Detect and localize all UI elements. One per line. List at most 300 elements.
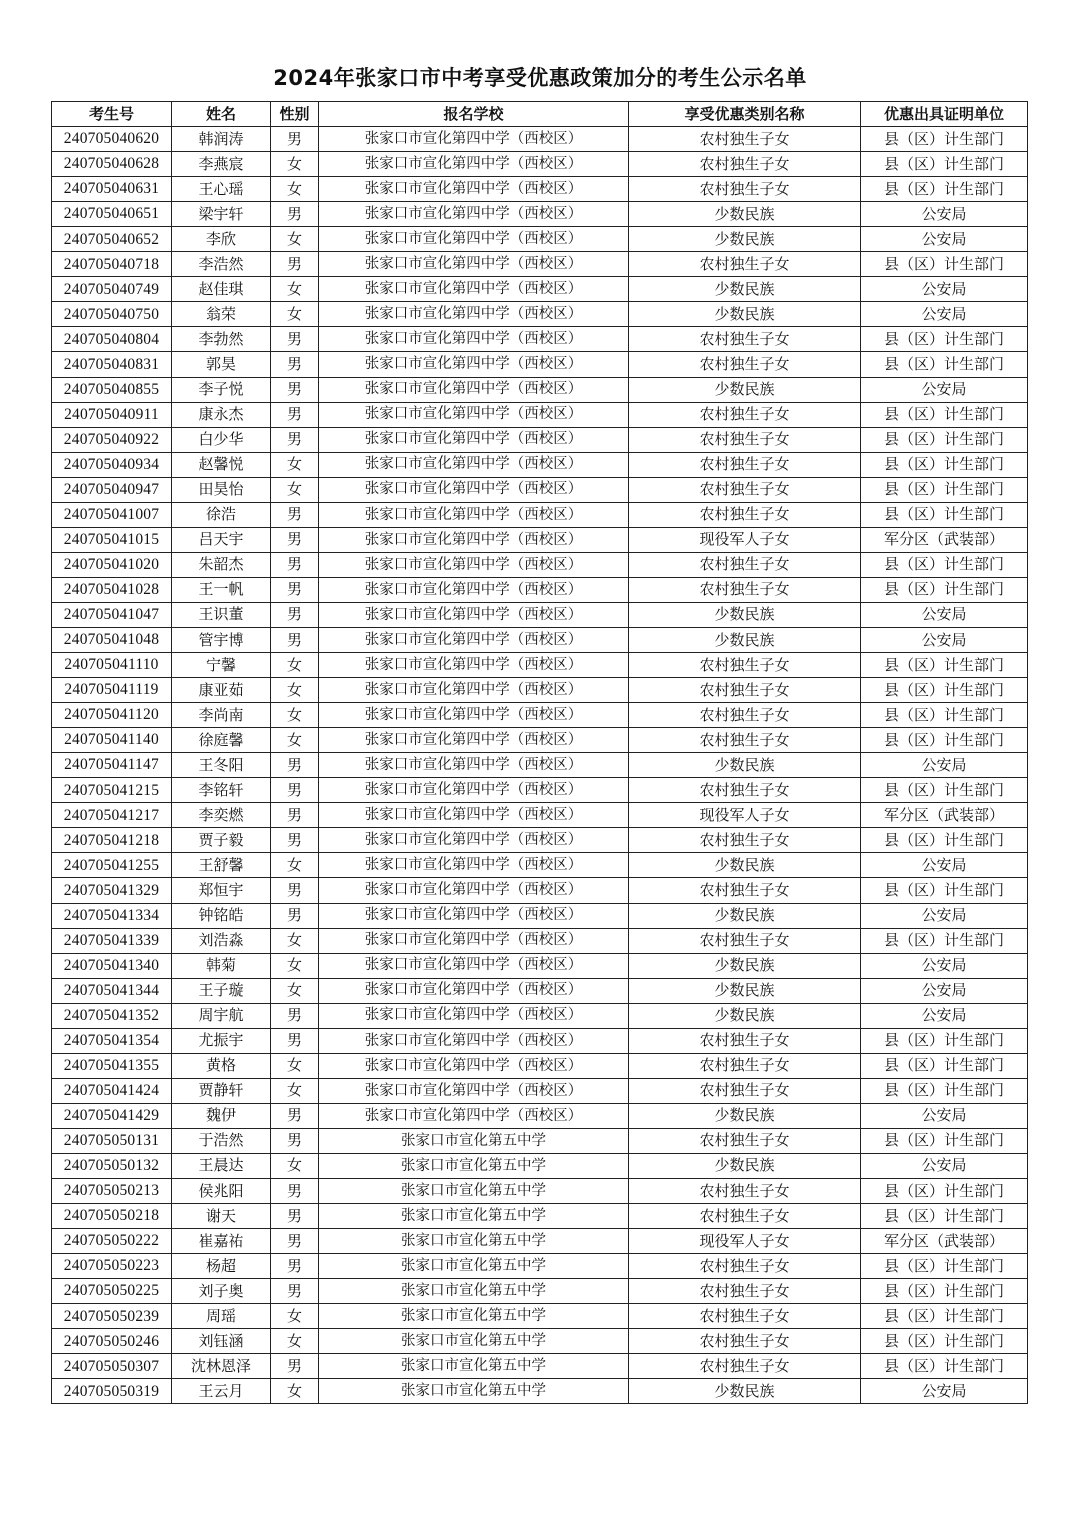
cell-preference-category: 农村独生子女 <box>629 1354 861 1379</box>
cell-exam-number: 240705041352 <box>52 1003 172 1028</box>
cell-school: 张家口市宣化第四中学（西校区） <box>319 477 629 502</box>
cell-school: 张家口市宣化第四中学（西校区） <box>319 327 629 352</box>
table-row <box>52 302 1028 327</box>
cell-school: 张家口市宣化第五中学 <box>319 1229 629 1254</box>
cell-certifying-unit: 公安局 <box>861 227 1028 252</box>
cell-certifying-unit: 县（区）计生部门 <box>861 1128 1028 1153</box>
cell-preference-category: 农村独生子女 <box>629 427 861 452</box>
cell-name: 李勃然 <box>172 327 271 352</box>
cell-exam-number: 240705041355 <box>52 1053 172 1078</box>
cell-preference-category: 少数民族 <box>629 953 861 978</box>
cell-certifying-unit: 县（区）计生部门 <box>861 728 1028 753</box>
cell-certifying-unit: 县（区）计生部门 <box>861 1078 1028 1103</box>
table-row <box>52 377 1028 402</box>
cell-certifying-unit: 公安局 <box>861 602 1028 627</box>
cell-certifying-unit: 县（区）计生部门 <box>861 1204 1028 1229</box>
cell-preference-category: 现役军人子女 <box>629 803 861 828</box>
cell-name: 王云月 <box>172 1379 271 1404</box>
cell-name: 管宇博 <box>172 627 271 652</box>
cell-certifying-unit: 公安局 <box>861 853 1028 878</box>
cell-name: 李铭轩 <box>172 778 271 803</box>
table-row <box>52 1078 1028 1103</box>
cell-school: 张家口市宣化第四中学（西校区） <box>319 703 629 728</box>
cell-preference-category: 农村独生子女 <box>629 152 861 177</box>
cell-school: 张家口市宣化第四中学（西校区） <box>319 577 629 602</box>
cell-exam-number: 240705041217 <box>52 803 172 828</box>
cell-gender: 男 <box>271 778 319 803</box>
cell-preference-category: 少数民族 <box>629 277 861 302</box>
cell-certifying-unit: 公安局 <box>861 1103 1028 1128</box>
cell-name: 魏伊 <box>172 1103 271 1128</box>
cell-preference-category: 农村独生子女 <box>629 252 861 277</box>
cell-exam-number: 240705041020 <box>52 552 172 577</box>
cell-school: 张家口市宣化第四中学（西校区） <box>319 452 629 477</box>
cell-school: 张家口市宣化第五中学 <box>319 1354 629 1379</box>
table-row <box>52 277 1028 302</box>
cell-gender: 男 <box>271 828 319 853</box>
cell-exam-number: 240705041110 <box>52 653 172 678</box>
cell-certifying-unit: 县（区）计生部门 <box>861 352 1028 377</box>
cell-preference-category: 农村独生子女 <box>629 778 861 803</box>
cell-name: 黄格 <box>172 1053 271 1078</box>
cell-school: 张家口市宣化第五中学 <box>319 1329 629 1354</box>
cell-name: 郑恒宇 <box>172 878 271 903</box>
cell-name: 田昊怡 <box>172 477 271 502</box>
cell-gender: 男 <box>271 577 319 602</box>
cell-exam-number: 240705041028 <box>52 577 172 602</box>
cell-school: 张家口市宣化第四中学（西校区） <box>319 202 629 227</box>
cell-preference-category: 现役军人子女 <box>629 527 861 552</box>
document-title: 2024年张家口市中考享受优惠政策加分的考生公示名单 <box>273 66 807 90</box>
cell-preference-category: 少数民族 <box>629 227 861 252</box>
cell-exam-number: 240705041119 <box>52 678 172 703</box>
cell-exam-number: 240705050307 <box>52 1354 172 1379</box>
cell-school: 张家口市宣化第四中学（西校区） <box>319 753 629 778</box>
cell-school: 张家口市宣化第四中学（西校区） <box>319 302 629 327</box>
cell-school: 张家口市宣化第四中学（西校区） <box>319 177 629 202</box>
cell-exam-number: 240705041255 <box>52 853 172 878</box>
cell-certifying-unit: 县（区）计生部门 <box>861 177 1028 202</box>
cell-exam-number: 240705041424 <box>52 1078 172 1103</box>
cell-preference-category: 少数民族 <box>629 853 861 878</box>
cell-preference-category: 农村独生子女 <box>629 728 861 753</box>
cell-name: 贾子毅 <box>172 828 271 853</box>
table-row <box>52 1103 1028 1128</box>
table-row <box>52 1028 1028 1053</box>
cell-exam-number: 240705050246 <box>52 1329 172 1354</box>
cell-name: 李欣 <box>172 227 271 252</box>
cell-certifying-unit: 公安局 <box>861 953 1028 978</box>
table-row <box>52 1254 1028 1279</box>
cell-exam-number: 240705040718 <box>52 252 172 277</box>
cell-name: 崔嘉祐 <box>172 1229 271 1254</box>
header-exam-number: 考生号 <box>52 102 172 127</box>
cell-exam-number: 240705041218 <box>52 828 172 853</box>
cell-name: 徐庭馨 <box>172 728 271 753</box>
table-row <box>52 1053 1028 1078</box>
cell-school: 张家口市宣化第四中学（西校区） <box>319 1053 629 1078</box>
cell-exam-number: 240705041048 <box>52 627 172 652</box>
cell-exam-number: 240705041215 <box>52 778 172 803</box>
cell-certifying-unit: 县（区）计生部门 <box>861 577 1028 602</box>
cell-certifying-unit: 县（区）计生部门 <box>861 252 1028 277</box>
cell-school: 张家口市宣化第五中学 <box>319 1304 629 1329</box>
cell-gender: 女 <box>271 152 319 177</box>
table-row <box>52 878 1028 903</box>
table-row <box>52 627 1028 652</box>
cell-school: 张家口市宣化第四中学（西校区） <box>319 502 629 527</box>
cell-preference-category: 少数民族 <box>629 1153 861 1178</box>
cell-preference-category: 农村独生子女 <box>629 1329 861 1354</box>
cell-name: 吕天宇 <box>172 527 271 552</box>
table-row <box>52 577 1028 602</box>
table-row <box>52 127 1028 152</box>
cell-exam-number: 240705041329 <box>52 878 172 903</box>
cell-name: 贾静轩 <box>172 1078 271 1103</box>
cell-preference-category: 农村独生子女 <box>629 577 861 602</box>
cell-name: 赵佳琪 <box>172 277 271 302</box>
cell-name: 侯兆阳 <box>172 1179 271 1204</box>
table-row <box>52 978 1028 1003</box>
cell-name: 沈林恩泽 <box>172 1354 271 1379</box>
cell-gender: 女 <box>271 1304 319 1329</box>
cell-school: 张家口市宣化第五中学 <box>319 1254 629 1279</box>
cell-preference-category: 农村独生子女 <box>629 402 861 427</box>
cell-name: 徐浩 <box>172 502 271 527</box>
cell-school: 张家口市宣化第四中学（西校区） <box>319 227 629 252</box>
cell-preference-category: 少数民族 <box>629 377 861 402</box>
cell-school: 张家口市宣化第五中学 <box>319 1279 629 1304</box>
cell-name: 梁宇轩 <box>172 202 271 227</box>
cell-name: 李尚南 <box>172 703 271 728</box>
cell-gender: 女 <box>271 1153 319 1178</box>
cell-certifying-unit: 军分区（武装部） <box>861 803 1028 828</box>
cell-school: 张家口市宣化第四中学（西校区） <box>319 803 629 828</box>
header-name: 姓名 <box>172 102 271 127</box>
cell-certifying-unit: 公安局 <box>861 903 1028 928</box>
cell-certifying-unit: 县（区）计生部门 <box>861 552 1028 577</box>
cell-preference-category: 少数民族 <box>629 978 861 1003</box>
cell-exam-number: 240705050225 <box>52 1279 172 1304</box>
header-gender: 性别 <box>271 102 319 127</box>
cell-gender: 女 <box>271 277 319 302</box>
cell-name: 刘子奥 <box>172 1279 271 1304</box>
table-row <box>52 352 1028 377</box>
cell-gender: 女 <box>271 302 319 327</box>
cell-school: 张家口市宣化第四中学（西校区） <box>319 152 629 177</box>
cell-preference-category: 农村独生子女 <box>629 1078 861 1103</box>
cell-gender: 男 <box>271 627 319 652</box>
cell-exam-number: 240705041047 <box>52 602 172 627</box>
table-row <box>52 527 1028 552</box>
cell-preference-category: 少数民族 <box>629 627 861 652</box>
cell-preference-category: 农村独生子女 <box>629 828 861 853</box>
cell-gender: 男 <box>271 202 319 227</box>
cell-gender: 女 <box>271 928 319 953</box>
cell-certifying-unit: 县（区）计生部门 <box>861 1179 1028 1204</box>
cell-name: 王晨达 <box>172 1153 271 1178</box>
cell-exam-number: 240705050131 <box>52 1128 172 1153</box>
cell-certifying-unit: 公安局 <box>861 277 1028 302</box>
cell-gender: 女 <box>271 477 319 502</box>
cell-name: 郭昊 <box>172 352 271 377</box>
cell-school: 张家口市宣化第四中学（西校区） <box>319 402 629 427</box>
cell-name: 韩菊 <box>172 953 271 978</box>
cell-exam-number: 240705040749 <box>52 277 172 302</box>
cell-certifying-unit: 公安局 <box>861 1153 1028 1178</box>
cell-preference-category: 农村独生子女 <box>629 1304 861 1329</box>
cell-name: 尤振宇 <box>172 1028 271 1053</box>
cell-exam-number: 240705040911 <box>52 402 172 427</box>
cell-exam-number: 240705040804 <box>52 327 172 352</box>
cell-school: 张家口市宣化第四中学（西校区） <box>319 252 629 277</box>
cell-preference-category: 农村独生子女 <box>629 653 861 678</box>
cell-school: 张家口市宣化第四中学（西校区） <box>319 953 629 978</box>
table-row <box>52 1354 1028 1379</box>
cell-gender: 男 <box>271 252 319 277</box>
cell-preference-category: 农村独生子女 <box>629 552 861 577</box>
cell-certifying-unit: 公安局 <box>861 377 1028 402</box>
cell-school: 张家口市宣化第四中学（西校区） <box>319 978 629 1003</box>
table-row <box>52 1204 1028 1229</box>
cell-certifying-unit: 县（区）计生部门 <box>861 1279 1028 1304</box>
cell-gender: 女 <box>271 227 319 252</box>
table-row <box>52 828 1028 853</box>
candidate-table <box>51 101 1028 1404</box>
cell-preference-category: 农村独生子女 <box>629 703 861 728</box>
cell-name: 李燕宸 <box>172 152 271 177</box>
cell-school: 张家口市宣化第五中学 <box>319 1128 629 1153</box>
cell-certifying-unit: 县（区）计生部门 <box>861 1304 1028 1329</box>
cell-gender: 男 <box>271 352 319 377</box>
cell-gender: 男 <box>271 1103 319 1128</box>
cell-preference-category: 农村独生子女 <box>629 327 861 352</box>
cell-name: 李奕燃 <box>172 803 271 828</box>
cell-school: 张家口市宣化第四中学（西校区） <box>319 1028 629 1053</box>
cell-certifying-unit: 县（区）计生部门 <box>861 1354 1028 1379</box>
cell-preference-category: 农村独生子女 <box>629 127 861 152</box>
cell-preference-category: 农村独生子女 <box>629 352 861 377</box>
cell-school: 张家口市宣化第四中学（西校区） <box>319 602 629 627</box>
cell-gender: 女 <box>271 728 319 753</box>
cell-exam-number: 240705041344 <box>52 978 172 1003</box>
cell-name: 周瑶 <box>172 1304 271 1329</box>
cell-certifying-unit: 县（区）计生部门 <box>861 502 1028 527</box>
cell-school: 张家口市宣化第五中学 <box>319 1204 629 1229</box>
cell-certifying-unit: 县（区）计生部门 <box>861 928 1028 953</box>
table-row <box>52 452 1028 477</box>
cell-certifying-unit: 县（区）计生部门 <box>861 477 1028 502</box>
cell-name: 康永杰 <box>172 402 271 427</box>
cell-exam-number: 240705040922 <box>52 427 172 452</box>
cell-exam-number: 240705050213 <box>52 1179 172 1204</box>
cell-exam-number: 240705040831 <box>52 352 172 377</box>
cell-certifying-unit: 县（区）计生部门 <box>861 778 1028 803</box>
cell-school: 张家口市宣化第四中学（西校区） <box>319 527 629 552</box>
cell-certifying-unit: 县（区）计生部门 <box>861 828 1028 853</box>
cell-name: 于浩然 <box>172 1128 271 1153</box>
table-row <box>52 953 1028 978</box>
cell-school: 张家口市宣化第四中学（西校区） <box>319 928 629 953</box>
cell-certifying-unit: 公安局 <box>861 753 1028 778</box>
cell-school: 张家口市宣化第四中学（西校区） <box>319 1003 629 1028</box>
table-row <box>52 552 1028 577</box>
cell-school: 张家口市宣化第四中学（西校区） <box>319 728 629 753</box>
cell-certifying-unit: 县（区）计生部门 <box>861 653 1028 678</box>
cell-name: 王心瑶 <box>172 177 271 202</box>
cell-certifying-unit: 县（区）计生部门 <box>861 152 1028 177</box>
cell-gender: 男 <box>271 427 319 452</box>
cell-exam-number: 240705041429 <box>52 1103 172 1128</box>
table-row <box>52 177 1028 202</box>
cell-gender: 女 <box>271 1053 319 1078</box>
cell-preference-category: 少数民族 <box>629 1003 861 1028</box>
cell-exam-number: 240705041339 <box>52 928 172 953</box>
cell-exam-number: 240705050218 <box>52 1204 172 1229</box>
table-row <box>52 327 1028 352</box>
cell-certifying-unit: 县（区）计生部门 <box>861 1028 1028 1053</box>
cell-gender: 女 <box>271 703 319 728</box>
cell-school: 张家口市宣化第四中学（西校区） <box>319 878 629 903</box>
cell-certifying-unit: 公安局 <box>861 302 1028 327</box>
cell-certifying-unit: 县（区）计生部门 <box>861 127 1028 152</box>
cell-exam-number: 240705040652 <box>52 227 172 252</box>
cell-name: 宁馨 <box>172 653 271 678</box>
cell-gender: 男 <box>271 878 319 903</box>
table-row <box>52 1003 1028 1028</box>
cell-preference-category: 少数民族 <box>629 1103 861 1128</box>
cell-exam-number: 240705041120 <box>52 703 172 728</box>
cell-exam-number: 240705050319 <box>52 1379 172 1404</box>
cell-preference-category: 农村独生子女 <box>629 1028 861 1053</box>
cell-school: 张家口市宣化第四中学（西校区） <box>319 903 629 928</box>
table-row <box>52 477 1028 502</box>
cell-exam-number: 240705050222 <box>52 1229 172 1254</box>
cell-exam-number: 240705040620 <box>52 127 172 152</box>
table-body <box>52 127 1028 1404</box>
cell-exam-number: 240705040855 <box>52 377 172 402</box>
cell-certifying-unit: 军分区（武装部） <box>861 527 1028 552</box>
header-certifying-unit: 优惠出具证明单位 <box>861 102 1028 127</box>
cell-preference-category: 少数民族 <box>629 302 861 327</box>
header-preference-category: 享受优惠类别名称 <box>629 102 861 127</box>
table-row <box>52 1229 1028 1254</box>
cell-exam-number: 240705050239 <box>52 1304 172 1329</box>
cell-name: 杨超 <box>172 1254 271 1279</box>
cell-certifying-unit: 公安局 <box>861 978 1028 1003</box>
cell-gender: 男 <box>271 753 319 778</box>
table-row <box>52 1153 1028 1178</box>
cell-name: 赵馨悦 <box>172 452 271 477</box>
cell-gender: 女 <box>271 653 319 678</box>
cell-exam-number: 240705040628 <box>52 152 172 177</box>
cell-name: 李子悦 <box>172 377 271 402</box>
table-row <box>52 703 1028 728</box>
cell-name: 钟铭皓 <box>172 903 271 928</box>
cell-school: 张家口市宣化第四中学（西校区） <box>319 127 629 152</box>
cell-certifying-unit: 县（区）计生部门 <box>861 327 1028 352</box>
cell-name: 刘浩淼 <box>172 928 271 953</box>
cell-school: 张家口市宣化第四中学（西校区） <box>319 1103 629 1128</box>
cell-name: 朱韶杰 <box>172 552 271 577</box>
cell-exam-number: 240705041147 <box>52 753 172 778</box>
cell-school: 张家口市宣化第四中学（西校区） <box>319 427 629 452</box>
cell-certifying-unit: 公安局 <box>861 1379 1028 1404</box>
cell-gender: 男 <box>271 377 319 402</box>
table-row <box>52 1179 1028 1204</box>
table-row <box>52 1329 1028 1354</box>
cell-name: 翁荣 <box>172 302 271 327</box>
cell-school: 张家口市宣化第四中学（西校区） <box>319 552 629 577</box>
cell-gender: 女 <box>271 953 319 978</box>
cell-gender: 男 <box>271 1179 319 1204</box>
cell-gender: 男 <box>271 1028 319 1053</box>
table-row <box>52 778 1028 803</box>
cell-preference-category: 农村独生子女 <box>629 928 861 953</box>
cell-preference-category: 农村独生子女 <box>629 477 861 502</box>
cell-gender: 男 <box>271 527 319 552</box>
cell-name: 韩润涛 <box>172 127 271 152</box>
table-row <box>52 678 1028 703</box>
table-row <box>52 753 1028 778</box>
cell-gender: 男 <box>271 127 319 152</box>
table-row <box>52 903 1028 928</box>
table-row <box>52 853 1028 878</box>
cell-preference-category: 少数民族 <box>629 903 861 928</box>
table-row <box>52 728 1028 753</box>
cell-exam-number: 240705050223 <box>52 1254 172 1279</box>
cell-preference-category: 农村独生子女 <box>629 1254 861 1279</box>
cell-exam-number: 240705050132 <box>52 1153 172 1178</box>
cell-school: 张家口市宣化第四中学（西校区） <box>319 828 629 853</box>
cell-exam-number: 240705041140 <box>52 728 172 753</box>
cell-exam-number: 240705041340 <box>52 953 172 978</box>
cell-gender: 男 <box>271 1003 319 1028</box>
cell-gender: 男 <box>271 803 319 828</box>
cell-gender: 女 <box>271 678 319 703</box>
cell-school: 张家口市宣化第四中学（西校区） <box>319 653 629 678</box>
cell-gender: 男 <box>271 1354 319 1379</box>
table-row <box>52 152 1028 177</box>
cell-school: 张家口市宣化第四中学（西校区） <box>319 778 629 803</box>
cell-gender: 女 <box>271 978 319 1003</box>
cell-preference-category: 农村独生子女 <box>629 1128 861 1153</box>
cell-preference-category: 现役军人子女 <box>629 1229 861 1254</box>
cell-certifying-unit: 县（区）计生部门 <box>861 402 1028 427</box>
cell-certifying-unit: 公安局 <box>861 627 1028 652</box>
cell-preference-category: 少数民族 <box>629 1379 861 1404</box>
cell-gender: 男 <box>271 402 319 427</box>
cell-name: 白少华 <box>172 427 271 452</box>
cell-name: 王子璇 <box>172 978 271 1003</box>
table-row <box>52 1304 1028 1329</box>
cell-gender: 女 <box>271 1379 319 1404</box>
cell-gender: 女 <box>271 853 319 878</box>
cell-certifying-unit: 县（区）计生部门 <box>861 878 1028 903</box>
cell-school: 张家口市宣化第五中学 <box>319 1153 629 1178</box>
cell-certifying-unit: 县（区）计生部门 <box>861 1254 1028 1279</box>
table-row <box>52 202 1028 227</box>
cell-preference-category: 农村独生子女 <box>629 1279 861 1304</box>
cell-certifying-unit: 军分区（武装部） <box>861 1229 1028 1254</box>
cell-exam-number: 240705041354 <box>52 1028 172 1053</box>
table-row <box>52 1379 1028 1404</box>
header-school: 报名学校 <box>319 102 629 127</box>
cell-preference-category: 农村独生子女 <box>629 452 861 477</box>
cell-gender: 男 <box>271 502 319 527</box>
cell-exam-number: 240705040750 <box>52 302 172 327</box>
cell-exam-number: 240705040631 <box>52 177 172 202</box>
